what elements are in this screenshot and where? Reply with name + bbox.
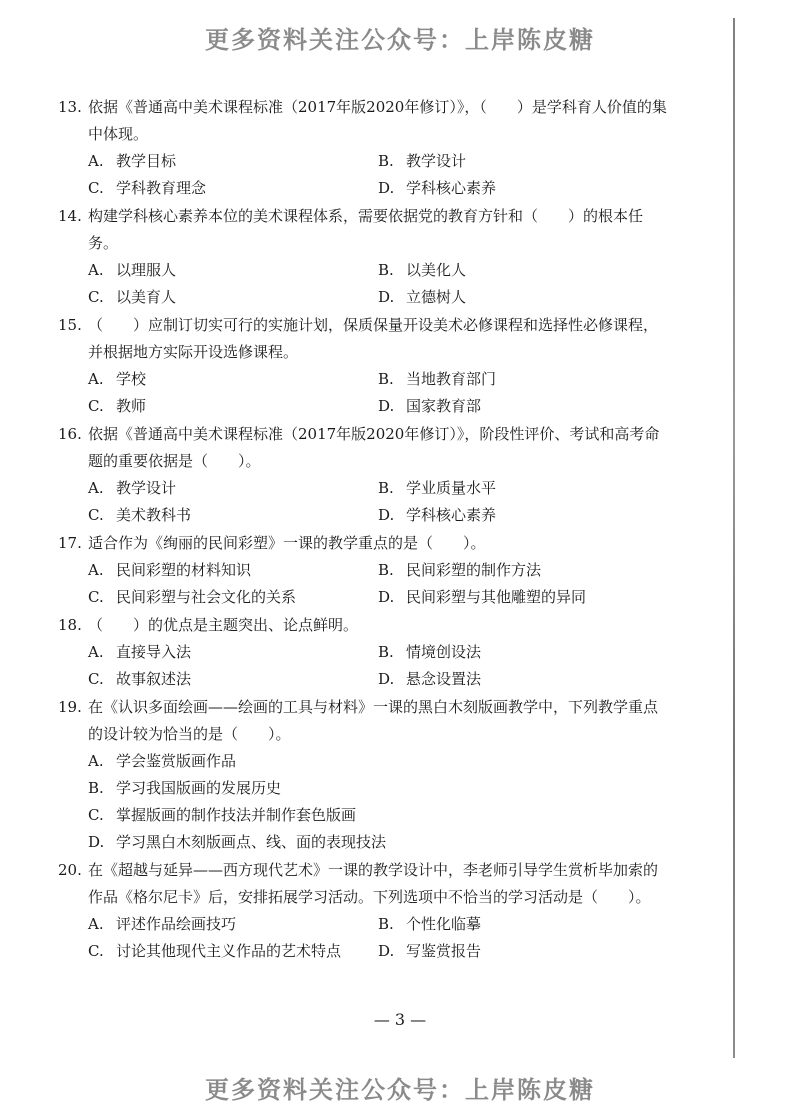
option-b	[378, 148, 668, 175]
option-text: 讨论其他现代主义作品的艺术特点	[116, 942, 342, 960]
option-text: 学习黑白木刻版画点、线、面的表现技法	[116, 833, 387, 851]
question-stem	[58, 312, 670, 366]
question-18	[58, 612, 670, 693]
option-d	[378, 175, 668, 202]
question-number: 15.	[58, 316, 82, 334]
option-text: 民间彩塑与其他雕塑的异同	[406, 588, 587, 606]
option-c	[88, 502, 378, 529]
options	[58, 557, 670, 611]
options	[58, 748, 670, 856]
option-text: 故事叙述法	[116, 670, 192, 688]
option-label: C.	[88, 806, 104, 824]
option-text: 教学设计	[116, 479, 177, 497]
option-text: 以理服人	[116, 261, 177, 279]
option-text: 国家教育部	[406, 397, 482, 415]
option-text: 悬念设置法	[406, 670, 482, 688]
option-label: C.	[88, 670, 104, 688]
option-c	[88, 802, 668, 829]
question-number: 14.	[58, 207, 82, 225]
option-c	[88, 938, 378, 965]
option-text: 教师	[116, 397, 147, 415]
options	[58, 475, 670, 529]
question-text: 在《超越与延异——西方现代艺术》一课的教学设计中，李老师引导学生赏析毕加索的作品《格尔尼卡》后，安排拓展学习活动。下列选项中不恰当的学习活动是（ ）。	[88, 861, 659, 906]
option-label: A.	[88, 479, 104, 497]
question-text: 依据《普通高中美术课程标准（2017年版2020年修订）》，（ ）是学科育人价值的集中体现。	[88, 98, 667, 143]
option-label: B.	[378, 643, 394, 661]
option-label: A.	[88, 561, 104, 579]
option-d	[378, 666, 668, 693]
question-text: 适合作为《绚丽的民间彩塑》一课的教学重点的是（ ）。	[88, 534, 486, 552]
option-text: 以美育人	[116, 288, 177, 306]
question-number: 18.	[58, 616, 82, 634]
option-label: A.	[88, 370, 104, 388]
options	[58, 148, 670, 202]
option-c	[88, 584, 378, 611]
option-text: 学校	[116, 370, 147, 388]
option-a	[88, 257, 378, 284]
option-label: C.	[88, 588, 104, 606]
option-text: 学科核心素养	[406, 506, 497, 524]
question-text: 在《认识多面绘画——绘画的工具与材料》一课的黑白木刻版画教学中，下列教学重点的设计较为恰当的是（ ）。	[88, 698, 659, 743]
question-number: 16.	[58, 425, 82, 443]
option-label: B.	[378, 561, 394, 579]
option-a	[88, 748, 668, 775]
option-b	[378, 911, 668, 938]
option-text: 情境创设法	[406, 643, 482, 661]
options	[58, 257, 670, 311]
question-17	[58, 530, 670, 611]
options	[58, 366, 670, 420]
question-stem	[58, 203, 670, 257]
option-label: D.	[378, 670, 395, 688]
option-b	[88, 775, 668, 802]
option-text: 美术教科书	[116, 506, 192, 524]
question-stem	[58, 857, 670, 911]
question-14	[58, 203, 670, 311]
options	[58, 639, 670, 693]
question-stem	[58, 94, 670, 148]
option-label: B.	[378, 152, 394, 170]
option-text: 民间彩塑的材料知识	[116, 561, 252, 579]
option-text: 学科核心素养	[406, 179, 497, 197]
option-d	[378, 502, 668, 529]
option-label: C.	[88, 179, 104, 197]
option-label: C.	[88, 506, 104, 524]
question-number: 13.	[58, 98, 82, 116]
option-label: B.	[378, 479, 394, 497]
option-d	[378, 284, 668, 311]
question-list	[58, 94, 670, 965]
option-b	[378, 475, 668, 502]
question-text: （ ）的优点是主题突出、论点鲜明。	[88, 616, 359, 634]
option-text: 以美化人	[406, 261, 467, 279]
option-text: 教学目标	[116, 152, 177, 170]
option-text: 写鉴赏报告	[406, 942, 482, 960]
option-b	[378, 639, 668, 666]
option-c	[88, 666, 378, 693]
question-16	[58, 421, 670, 529]
question-text: （ ）应制订切实可行的实施计划，保质保量开设美术必修课程和选择性必修课程，并根据地方实际开设选修课程。	[88, 316, 659, 361]
option-text: 民间彩塑与社会文化的关系	[116, 588, 297, 606]
question-19	[58, 694, 670, 856]
question-text: 构建学科核心素养本位的美术课程体系，需要依据党的教育方针和（ ）的根本任务。	[88, 207, 644, 252]
option-a	[88, 366, 378, 393]
option-text: 学习我国版画的发展历史	[116, 779, 282, 797]
option-label: A.	[88, 261, 104, 279]
option-label: D.	[378, 506, 395, 524]
page-number: — 3 —	[373, 1010, 427, 1029]
option-text: 民间彩塑的制作方法	[406, 561, 542, 579]
question-15	[58, 312, 670, 420]
question-number: 17.	[58, 534, 82, 552]
watermark-top: 更多资料关注公众号：上岸陈皮糖	[205, 26, 595, 54]
question-number: 19.	[58, 698, 82, 716]
question-stem	[58, 694, 670, 748]
option-label: B.	[88, 779, 104, 797]
option-b	[378, 557, 668, 584]
scan-edge-line	[733, 18, 735, 1058]
option-label: D.	[378, 942, 395, 960]
option-text: 当地教育部门	[406, 370, 497, 388]
option-d	[378, 938, 668, 965]
question-number: 20.	[58, 861, 82, 879]
option-text: 掌握版画的制作技法并制作套色版画	[116, 806, 357, 824]
option-label: A.	[88, 152, 104, 170]
question-stem	[58, 530, 670, 557]
option-text: 个性化临摹	[406, 915, 482, 933]
option-label: D.	[378, 179, 395, 197]
option-label: A.	[88, 752, 104, 770]
question-stem	[58, 421, 670, 475]
option-c	[88, 175, 378, 202]
option-a	[88, 148, 378, 175]
question-text: 依据《普通高中美术课程标准（2017年版2020年修订）》，阶段性评价、考试和高考命题的重要依据是（ ）。	[88, 425, 660, 470]
question-13	[58, 94, 670, 202]
option-c	[88, 393, 378, 420]
option-label: A.	[88, 643, 104, 661]
option-text: 教学设计	[406, 152, 467, 170]
option-b	[378, 257, 668, 284]
option-text: 评述作品绘画技巧	[116, 915, 237, 933]
question-stem	[58, 612, 670, 639]
option-text: 立德树人	[406, 288, 467, 306]
watermark-bottom: 更多资料关注公众号：上岸陈皮糖	[205, 1076, 595, 1104]
option-label: C.	[88, 397, 104, 415]
option-label: C.	[88, 288, 104, 306]
option-a	[88, 475, 378, 502]
option-c	[88, 284, 378, 311]
option-label: B.	[378, 261, 394, 279]
option-d	[378, 393, 668, 420]
option-a	[88, 911, 378, 938]
option-text: 学业质量水平	[406, 479, 497, 497]
option-label: B.	[378, 370, 394, 388]
options	[58, 911, 670, 965]
option-d	[88, 829, 668, 856]
option-a	[88, 557, 378, 584]
option-label: D.	[378, 588, 395, 606]
question-20	[58, 857, 670, 965]
option-text: 学科教育理念	[116, 179, 207, 197]
option-label: C.	[88, 942, 104, 960]
option-label: A.	[88, 915, 104, 933]
option-label: B.	[378, 915, 394, 933]
option-d	[378, 584, 668, 611]
option-a	[88, 639, 378, 666]
option-label: D.	[378, 397, 395, 415]
option-b	[378, 366, 668, 393]
option-label: D.	[378, 288, 395, 306]
option-text: 学会鉴赏版画作品	[116, 752, 237, 770]
option-label: D.	[88, 833, 105, 851]
option-text: 直接导入法	[116, 643, 192, 661]
